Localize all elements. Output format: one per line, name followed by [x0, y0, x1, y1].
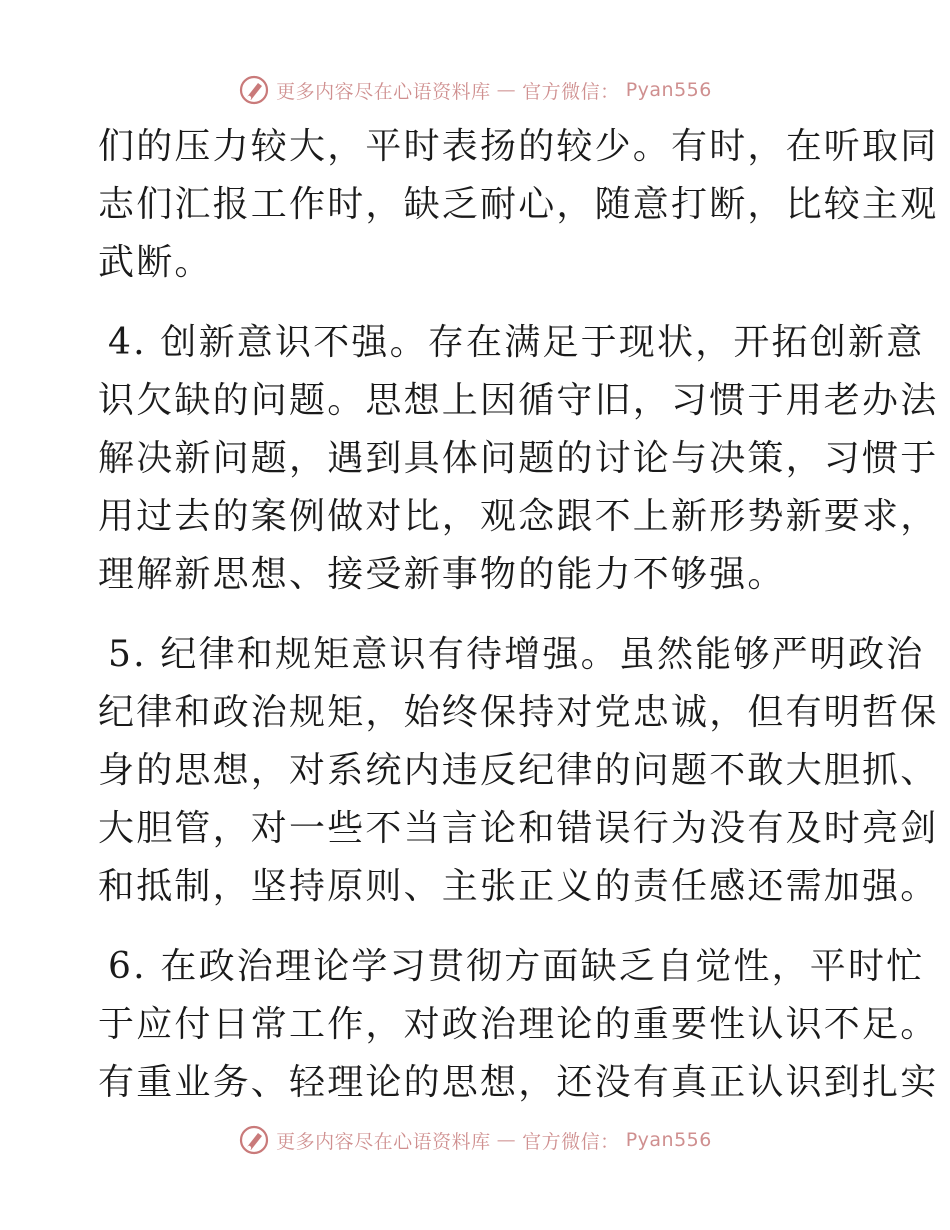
- text-line: 和抵制，坚持原则、主张正义的责任感还需加强。: [98, 866, 939, 907]
- text-line: 身的思想，对系统内违反纪律的问题不敢大胆抓、: [98, 750, 939, 791]
- paragraph-item-5: [98, 626, 939, 916]
- header-watermark: [0, 72, 950, 108]
- text-line: 武断。: [98, 242, 213, 283]
- text-line: 4. 创新意识不强。存在满足于现状，开拓创新意: [108, 322, 925, 363]
- text-line: 大胆管，对一些不当言论和错误行为没有及时亮剑: [98, 808, 939, 849]
- text-line: 们的压力较大，平时表扬的较少。有时，在听取同: [98, 126, 939, 167]
- pen-logo-icon: [238, 74, 270, 106]
- watermark-wechat-label: 官方微信：: [522, 1130, 620, 1153]
- pen-logo-icon: [238, 1124, 270, 1156]
- text-line: 志们汇报工作时，缺乏耐心，随意打断，比较主观: [98, 184, 939, 225]
- paragraph-item-6: [98, 938, 939, 1112]
- watermark-wechat-label: 官方微信：: [522, 80, 620, 103]
- text-line: 纪律和政治规矩，始终保持对党忠诚，但有明哲保: [98, 692, 939, 733]
- text-line: 有重业务、轻理论的思想，还没有真正认识到扎实: [98, 1062, 939, 1103]
- watermark-handle: Pyan556: [625, 1129, 712, 1151]
- watermark-separator: —: [496, 1129, 517, 1151]
- document-body: [98, 118, 939, 1112]
- watermark-site-text: 更多内容尽在心语资料库: [276, 1130, 491, 1153]
- watermark-handle: Pyan556: [625, 79, 712, 101]
- text-line: 于应付日常工作，对政治理论的重要性认识不足。: [98, 1004, 939, 1045]
- text-line: 6. 在政治理论学习贯彻方面缺乏自觉性，平时忙: [108, 946, 925, 987]
- watermark-site-text: 更多内容尽在心语资料库: [276, 80, 491, 103]
- text-line: 理解新思想、接受新事物的能力不够强。: [98, 554, 786, 595]
- paragraph-item-4: [98, 314, 939, 604]
- text-line: 识欠缺的问题。思想上因循守旧，习惯于用老办法: [98, 380, 939, 421]
- text-line: 用过去的案例做对比，观念跟不上新形势新要求，: [98, 496, 939, 537]
- text-line: 5. 纪律和规矩意识有待增强。虽然能够严明政治: [108, 634, 925, 675]
- watermark-separator: —: [496, 79, 517, 101]
- paragraph-continuation: [98, 118, 939, 292]
- footer-watermark: [0, 1122, 950, 1158]
- text-line: 解决新问题，遇到具体问题的讨论与决策，习惯于: [98, 438, 939, 479]
